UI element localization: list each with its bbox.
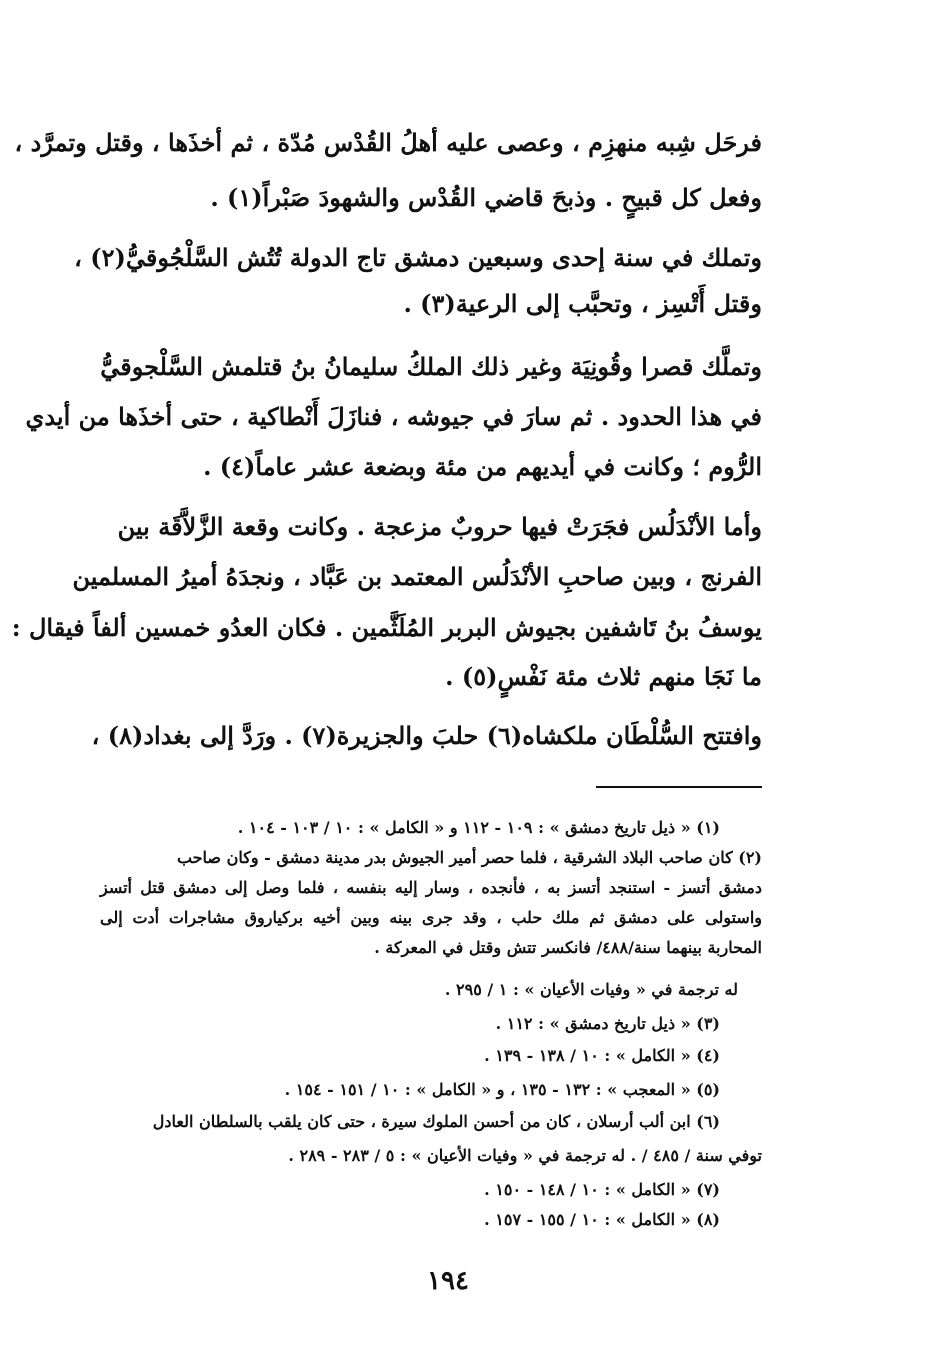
- footnote-line: (٨) « الكامل » : ١٠ / ١٥٥ - ١٥٧ .: [484, 1210, 720, 1229]
- main-text-line: وافتتح السُّلْطَان ملكشاه(٦) حلبَ والجزيرة(٧) . ورَدَّ إلى بغداد(٨) ،: [91, 721, 762, 750]
- main-text-line: يوسفُ بنُ تَاشفين بجيوش البربر المُلَثَّمين . فكان العدُو خمسين ألفاً فيقال :: [11, 613, 762, 642]
- main-text-line: وتملك في سنة إحدى وسبعين دمشق تاج الدولة تُتُش السَّلْجُوقيُّ(٢) ،: [74, 243, 762, 272]
- main-text-line: وأما الأنْدَلُس فجَرَتْ فيها حروبٌ مزعجة . وكانت وقعة الزَّلاَّقَة بين: [117, 512, 762, 541]
- main-text-line: الرُّوم ؛ وكانت في أيديهم من مئة وبضعة عشر عاماً(٤) .: [203, 452, 762, 481]
- footnote-line: (٧) « الكامل » : ١٠ / ١٤٨ - ١٥٠ .: [484, 1180, 720, 1199]
- footnote-line: (٤) « الكامل » : ١٠ / ١٣٨ - ١٣٩ .: [484, 1046, 720, 1065]
- footnote-line: له ترجمة في « وفيات الأعيان » : ١ / ٢٩٥ .: [444, 980, 738, 999]
- footnote-line: واستولى على دمشق ثم ملك حلب ، وقد جرى بينه وبين أخيه بركياروق مشاجرات أدت إلى: [100, 908, 763, 927]
- main-text-line: ما نَجَا منهم ثلاث مئة نَفْسٍ(٥) .: [445, 662, 762, 691]
- footnote-line: (٢) كان صاحب البلاد الشرقية ، فلما حصر أمير الجيوش بدر مدينة دمشق - وكان صاحب: [176, 848, 762, 867]
- footnote-line: دمشق أتسز - استنجد أتسز به ، فأنجده ، وسار إليه بنفسه ، فلما وصل إلى دمشق قتل أتسز: [100, 878, 762, 897]
- footnote-separator: [596, 786, 762, 788]
- page-number: ١٩٤: [427, 1266, 469, 1296]
- main-text-line: وتملَّك قصرا وقُونِيَة وغير ذلك الملكُ سليمانُ بنُ قتلمش السَّلْجوقيُّ: [100, 352, 762, 381]
- main-text-line: فرحَل شِبه منهزِم ، وعصى عليه أهلُ القُدْس مُدّة ، ثم أخذَها ، وقتل وتمرَّد ،: [14, 128, 762, 157]
- footnote-line: (٦) ابن ألب أرسلان ، كان من أحسن الملوك سيرة ، حتى كان يلقب بالسلطان العادل: [152, 1112, 720, 1131]
- footnote-line: (١) « ذيل تاريخ دمشق » : ١٠٩ - ١١٢ و « الكامل » : ١٠ / ١٠٣ - ١٠٤ .: [237, 818, 720, 837]
- main-text-line: وفعل كل قبيحٍ . وذبحَ قاضي القُدْس والشهودَ صَبْراً(١) .: [210, 183, 762, 212]
- main-text-line: وقتل أَتْسِز ، وتحبَّب إلى الرعية(٣) .: [403, 289, 762, 318]
- footnote-line: توفي سنة / ٤٨٥ / . له ترجمة في « وفيات الأعيان » : ٥ / ٢٨٣ - ٢٨٩ .: [288, 1146, 762, 1165]
- footnote-line: (٣) « ذيل تاريخ دمشق » : ١١٢ .: [495, 1014, 720, 1033]
- main-text-line: في هذا الحدود . ثم سارَ في جيوشه ، فنازَلَ أَنْطاكية ، حتى أخذَها من أيدي: [25, 402, 762, 431]
- footnote-line: المحاربة بينهما سنة/٤٨٨/ فانكسر تتش وقتل في المعركة .: [374, 938, 762, 957]
- footnote-line: (٥) « المعجب » : ١٣٢ - ١٣٥ ، و « الكامل » : ١٠ / ١٥١ - ١٥٤ .: [284, 1080, 720, 1099]
- main-text-line: الفرنج ، وبين صاحبِ الأنْدَلُس المعتمد بن عَبَّاد ، ونجدَهُ أميرُ المسلمين: [72, 562, 762, 591]
